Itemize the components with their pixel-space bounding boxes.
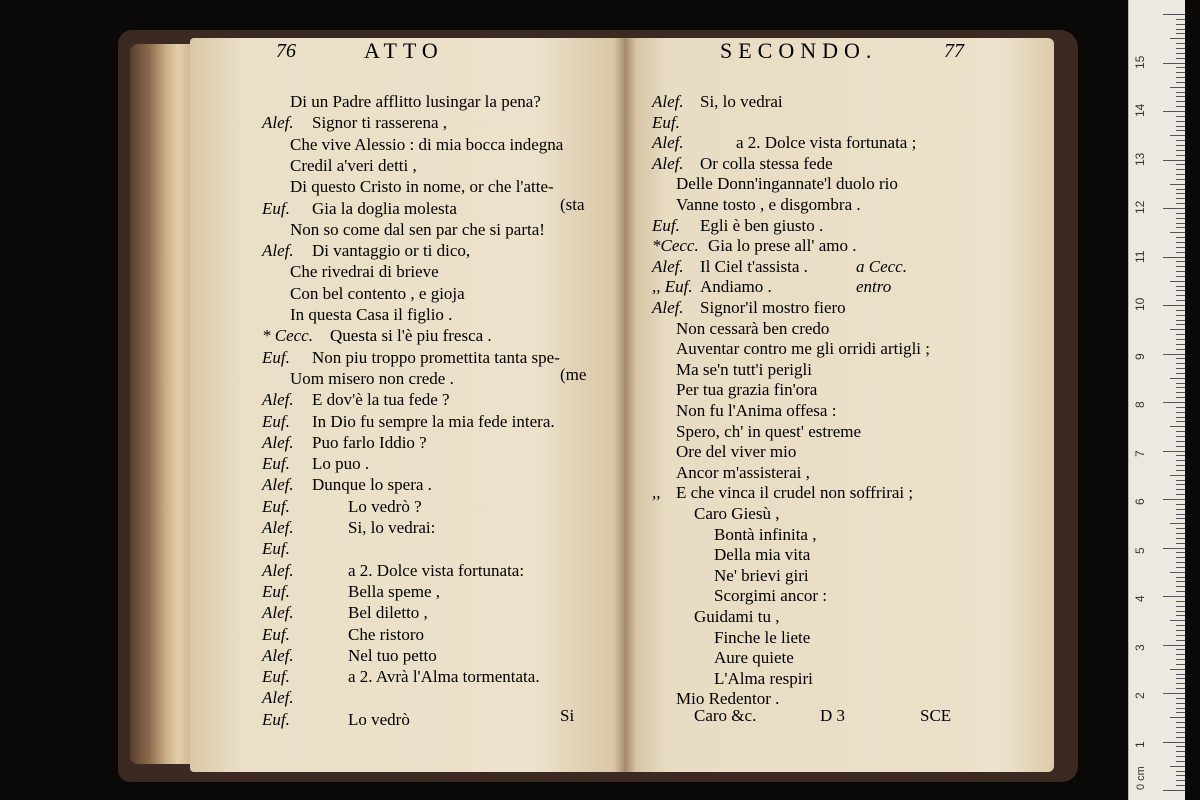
ruler-tick: [1176, 218, 1185, 219]
right-line: Non fu l'Anima offesa :: [676, 401, 837, 420]
right-line: Si, lo vedrai: [700, 92, 783, 111]
ruler-label: 3: [1133, 643, 1147, 651]
ruler-label: 12: [1133, 200, 1147, 214]
ruler-tick: [1176, 368, 1185, 369]
ruler-tick: [1176, 606, 1185, 607]
ruler-tick: [1176, 446, 1185, 447]
ruler-tick: [1176, 145, 1185, 146]
right-speaker: Alef.: [652, 298, 684, 317]
ruler-tick: [1176, 732, 1185, 733]
ruler-tick: [1176, 480, 1185, 481]
ruler-tick: [1176, 431, 1185, 432]
ruler-tick: [1176, 121, 1185, 122]
right-line: Ma se'n tutt'i perigli: [676, 359, 812, 379]
right-line: Or colla stessa fede: [700, 153, 833, 173]
right-speaker: Euf.: [652, 112, 680, 132]
ruler-tick: [1176, 703, 1185, 704]
ruler-tick: [1176, 92, 1185, 93]
left-line: Signor ti rasserena ,: [312, 113, 448, 133]
ruler-tick: [1176, 460, 1185, 461]
left-line: a 2. Avrà l'Alma tormentata.: [348, 667, 540, 687]
right-line: Guidami tu ,: [694, 607, 780, 626]
right-line: a 2. Dolce vista fortunata ;: [736, 133, 917, 153]
ruler-tick: [1176, 334, 1185, 335]
right-line: Vanne tosto , e disgombra .: [676, 195, 861, 214]
ruler-tick: [1176, 441, 1185, 442]
ruler-tick: [1163, 548, 1185, 549]
left-page-number: 76: [276, 40, 296, 62]
footer-catch: Caro &c.: [694, 706, 757, 725]
ruler-tick: [1176, 82, 1185, 83]
ruler-tick: [1176, 96, 1185, 97]
left-line: Credil a'veri detti ,: [290, 155, 417, 175]
right-line: Scorgimi ancor :: [714, 586, 827, 606]
left-speaker: Alef.: [262, 475, 294, 495]
right-line: Signor'il mostro fiero: [700, 298, 846, 317]
ruler-tick: [1176, 189, 1185, 190]
ruler-tick: [1176, 101, 1185, 102]
left-speaker: Alef.: [262, 518, 294, 537]
ruler-tick: [1176, 586, 1185, 587]
right-speaker: ,,: [652, 483, 661, 503]
ruler-tick: [1163, 257, 1185, 258]
ruler-tick: [1176, 780, 1185, 781]
ruler-tick: [1176, 242, 1185, 243]
right-line: Per tua grazia fin'ora: [676, 380, 818, 400]
ruler-tick: [1176, 43, 1185, 44]
ruler-tick: [1170, 232, 1185, 233]
ruler-tick: [1176, 649, 1185, 650]
right-speaker: ,, Euf.: [652, 277, 693, 297]
left-turnover: Si: [560, 705, 575, 725]
left-line: Lo vedrò ?: [348, 496, 422, 516]
ruler-tick: [1176, 261, 1185, 262]
right-line: L'Alma respiri: [714, 668, 813, 688]
ruler-tick: [1163, 402, 1185, 403]
ruler-tick: [1176, 737, 1185, 738]
ruler-tick: [1176, 383, 1185, 384]
ruler-tick: [1176, 577, 1185, 578]
ruler-tick: [1176, 126, 1185, 127]
ruler-tick: [1176, 237, 1185, 238]
right-speaker: Alef.: [652, 256, 684, 276]
ruler-tick: [1176, 179, 1185, 180]
ruler-tick: [1176, 300, 1185, 301]
ruler-tick: [1176, 664, 1185, 665]
ruler-tick: [1163, 208, 1185, 209]
ruler-tick: [1170, 620, 1185, 621]
ruler-tick: [1176, 635, 1185, 636]
right-line: Aure quiete: [714, 648, 794, 668]
left-line: Si, lo vedrai:: [348, 518, 436, 537]
ruler-tick: [1176, 130, 1185, 131]
right-line: Mio Redentor .: [676, 689, 780, 709]
ruler-tick: [1163, 63, 1185, 64]
ruler-tick: [1163, 693, 1185, 694]
ruler-label: 2: [1133, 692, 1147, 699]
ruler-tick: [1176, 678, 1185, 679]
ruler-tick: [1170, 523, 1185, 524]
left-speaker: Alef.: [262, 432, 294, 452]
ruler-tick: [1176, 24, 1185, 25]
left-line: Bella speme ,: [348, 581, 441, 601]
right-line: Non cessarà ben credo: [676, 318, 830, 338]
ruler-tick: [1163, 790, 1185, 791]
ruler-tick: [1176, 567, 1185, 568]
ruler-tick: [1176, 33, 1185, 34]
ruler-tick: [1170, 669, 1185, 670]
left-line: Nel tuo petto: [348, 645, 437, 665]
ruler-tick: [1176, 688, 1185, 689]
right-speaker: Euf.: [652, 215, 680, 235]
ruler-tick: [1176, 315, 1185, 316]
ruler-label: 8: [1133, 401, 1147, 408]
ruler-tick: [1176, 155, 1185, 156]
ruler-tick: [1176, 150, 1185, 151]
ruler-tick: [1176, 698, 1185, 699]
left-speaker: Euf.: [262, 667, 290, 687]
left-speaker: Alef.: [262, 241, 294, 261]
left-line: Dunque lo spera .: [312, 475, 432, 495]
left-speaker: Euf.: [262, 709, 290, 729]
ruler-label: 7: [1133, 449, 1147, 457]
measurement-ruler: [1128, 0, 1185, 800]
ruler-tick: [1176, 722, 1185, 723]
ruler-tick: [1176, 198, 1185, 199]
right-line: Della mia vita: [714, 545, 811, 565]
ruler-tick: [1163, 14, 1185, 15]
ruler-label: 4: [1133, 595, 1147, 602]
ruler-tick: [1176, 271, 1185, 272]
ruler-tick: [1176, 470, 1185, 471]
ruler-tick: [1176, 116, 1185, 117]
ruler-label: 10: [1133, 297, 1147, 311]
ruler-tick: [1176, 533, 1185, 534]
ruler-tick: [1176, 591, 1185, 592]
ruler-tick: [1176, 436, 1185, 437]
left-speaker: Alef.: [262, 390, 294, 410]
ruler-tick: [1176, 708, 1185, 709]
ruler-tick: [1170, 329, 1185, 330]
left-line: Questa si l'è piu fresca .: [330, 326, 492, 346]
right-stage-direction: entro: [856, 277, 892, 297]
right-line: Il Ciel t'assista .: [700, 256, 808, 276]
left-line: Che ristoro: [348, 624, 425, 644]
ruler-tick: [1176, 659, 1185, 660]
ruler-tick: [1176, 785, 1185, 786]
ruler-tick: [1176, 169, 1185, 170]
left-speaker: Alef.: [262, 688, 294, 708]
left-speaker: Alef.: [262, 645, 294, 665]
right-stage-direction: a Cecc.: [856, 256, 907, 276]
left-turnover: (sta: [560, 194, 585, 214]
ruler-tick: [1176, 712, 1185, 713]
ruler-label: 11: [1133, 250, 1147, 263]
ruler-tick: [1176, 223, 1185, 224]
right-line: Bontà infinita ,: [714, 524, 817, 544]
ruler-tick: [1176, 581, 1185, 582]
ruler-tick: [1176, 310, 1185, 311]
ruler-tick: [1176, 203, 1185, 204]
left-speaker: Euf.: [262, 198, 290, 218]
ruler-tick: [1176, 421, 1185, 422]
ruler-tick: [1176, 601, 1185, 602]
ruler-label: 15: [1133, 55, 1147, 69]
ruler-tick: [1176, 247, 1185, 248]
ruler-tick: [1176, 518, 1185, 519]
right-line: Auventar contro me gli orridi artigli ;: [676, 339, 930, 359]
left-line: Di un Padre afflitto lusingar la pena?: [290, 92, 541, 111]
ruler-tick: [1176, 751, 1185, 752]
left-speaker: Euf.: [262, 454, 290, 474]
ruler-tick: [1163, 160, 1185, 161]
ruler-tick: [1176, 290, 1185, 291]
ruler-tick: [1176, 392, 1185, 393]
ruler-tick: [1176, 615, 1185, 616]
ruler-label: 9: [1133, 352, 1147, 360]
left-line: Di vantaggio or ti dico,: [312, 241, 471, 261]
ruler-unit: 0 cm: [1135, 766, 1147, 790]
ruler-tick: [1176, 771, 1185, 772]
ruler-tick: [1176, 465, 1185, 466]
ruler-tick: [1163, 645, 1185, 646]
page-edges: [130, 44, 194, 764]
left-speaker: Euf.: [262, 496, 290, 516]
ruler-tick: [1176, 53, 1185, 54]
ruler-tick: [1176, 276, 1185, 277]
ruler-tick: [1176, 562, 1185, 563]
ruler-tick: [1176, 494, 1185, 495]
left-line: Che vive Alessio : di mia bocca indegna: [290, 134, 564, 154]
ruler-tick: [1176, 320, 1185, 321]
ruler-tick: [1170, 475, 1185, 476]
ruler-label: 13: [1133, 152, 1147, 166]
left-line: E dov'è la tua fede ?: [312, 390, 450, 410]
right-speaker: Alef.: [652, 92, 684, 111]
ruler-tick: [1176, 286, 1185, 287]
left-line: Gia la doglia molesta: [312, 198, 457, 218]
left-line: Bel diletto ,: [348, 603, 428, 623]
ruler-tick: [1176, 746, 1185, 747]
ruler-tick: [1163, 451, 1185, 452]
left-line: Puo farlo Iddio ?: [312, 432, 427, 452]
ruler-tick: [1170, 717, 1185, 718]
ruler-tick: [1176, 213, 1185, 214]
ruler-tick: [1176, 140, 1185, 141]
ruler-tick: [1163, 499, 1185, 500]
left-speaker: Alef.: [262, 603, 294, 623]
right-speaker: Alef.: [652, 133, 684, 153]
ruler-tick: [1176, 164, 1185, 165]
left-line: Non piu troppo promettita tanta spe-: [312, 347, 560, 367]
ruler-tick: [1163, 305, 1185, 306]
left-speaker: Euf.: [262, 539, 290, 559]
ruler-tick: [1176, 683, 1185, 684]
right-line: Delle Donn'ingannate'l duolo rio: [676, 174, 898, 194]
ruler-tick: [1176, 19, 1185, 20]
right-line: Ancor m'assisterai ,: [676, 462, 810, 482]
left-speaker: Alef.: [262, 113, 294, 133]
right-line: Caro Giesù ,: [694, 504, 780, 523]
ruler-tick: [1176, 227, 1185, 228]
ruler-tick: [1176, 193, 1185, 194]
ruler-tick: [1176, 412, 1185, 413]
ruler-tick: [1176, 625, 1185, 626]
footer-catchword: SCE: [920, 706, 952, 725]
ruler-tick: [1176, 295, 1185, 296]
ruler-tick: [1176, 363, 1185, 364]
right-line: Ore del viver mio: [676, 442, 797, 462]
ruler-tick: [1176, 504, 1185, 505]
left-speaker: * Cecc.: [262, 326, 313, 346]
right-line: Andiamo .: [700, 277, 772, 297]
right-running-head: SECONDO.: [720, 38, 878, 63]
right-page-number: 77: [944, 40, 964, 62]
ruler-tick: [1176, 77, 1185, 78]
ruler-tick: [1176, 407, 1185, 408]
ruler-tick: [1170, 87, 1185, 88]
right-line: Gia lo prese all' amo .: [708, 236, 857, 256]
left-line: Non so come dal sen par che si parta!: [290, 219, 545, 239]
ruler-tick: [1176, 48, 1185, 49]
ruler-tick: [1176, 528, 1185, 529]
ruler-tick: [1170, 135, 1185, 136]
ruler-tick: [1176, 373, 1185, 374]
right-line: Ne' brievi giri: [714, 565, 809, 585]
ruler-tick: [1176, 654, 1185, 655]
ruler-tick: [1176, 397, 1185, 398]
right-speaker: Alef.: [652, 153, 684, 173]
ruler-tick: [1170, 38, 1185, 39]
left-line: Lo puo .: [312, 454, 370, 474]
ruler-tick: [1176, 58, 1185, 59]
left-line: Con bel contento , e gioja: [290, 283, 465, 303]
right-speaker: *Cecc.: [652, 236, 699, 256]
ruler-tick: [1176, 761, 1185, 762]
left-speaker: Euf.: [262, 411, 290, 431]
ruler-tick: [1170, 378, 1185, 379]
ruler-tick: [1163, 742, 1185, 743]
ruler-tick: [1163, 111, 1185, 112]
ruler-tick: [1176, 552, 1185, 553]
ruler-tick: [1176, 252, 1185, 253]
ruler-tick: [1176, 611, 1185, 612]
ruler-tick: [1170, 281, 1185, 282]
ruler-tick: [1163, 596, 1185, 597]
left-line: In Dio fu sempre la mia fede intera.: [312, 411, 555, 431]
left-running-head: ATTO: [364, 38, 444, 63]
ruler-tick: [1176, 29, 1185, 30]
ruler-tick: [1170, 184, 1185, 185]
ruler-tick: [1176, 514, 1185, 515]
ruler-tick: [1176, 630, 1185, 631]
ruler-tick: [1170, 426, 1185, 427]
right-line: Spero, ch' in quest' estreme: [676, 421, 862, 441]
ruler-tick: [1176, 106, 1185, 107]
ruler-tick: [1176, 640, 1185, 641]
ruler-label: 1: [1133, 740, 1147, 748]
ruler-tick: [1176, 538, 1185, 539]
left-line: Lo vedrò: [348, 709, 410, 729]
book-gutter: [614, 38, 636, 772]
ruler-tick: [1176, 455, 1185, 456]
ruler-tick: [1163, 354, 1185, 355]
ruler-tick: [1176, 387, 1185, 388]
left-speaker: Alef.: [262, 560, 294, 580]
ruler-label: 5: [1133, 546, 1147, 554]
left-line: Uom misero non crede .: [290, 368, 454, 388]
ruler-tick: [1176, 174, 1185, 175]
ruler-tick: [1176, 727, 1185, 728]
left-speaker: Euf.: [262, 581, 290, 601]
right-line: Finche le liete: [714, 627, 811, 647]
ruler-tick: [1170, 572, 1185, 573]
ruler-tick: [1176, 344, 1185, 345]
ruler-tick: [1176, 674, 1185, 675]
ruler-tick: [1176, 358, 1185, 359]
ruler-tick: [1176, 324, 1185, 325]
left-line: Che rivedrai di brieve: [290, 262, 439, 282]
ruler-tick: [1176, 67, 1185, 68]
left-line: In questa Casa il figlio .: [290, 305, 453, 324]
ruler-tick: [1176, 339, 1185, 340]
ruler-tick: [1176, 756, 1185, 757]
left-line: a 2. Dolce vista fortunata:: [348, 560, 525, 580]
left-speaker: Euf.: [262, 347, 290, 367]
ruler-tick: [1176, 349, 1185, 350]
right-line: Egli è ben giusto .: [700, 215, 824, 235]
ruler-label: 6: [1133, 498, 1147, 505]
ruler-tick: [1170, 766, 1185, 767]
ruler-tick: [1176, 484, 1185, 485]
ruler-label: 14: [1133, 103, 1147, 117]
ruler-tick: [1176, 266, 1185, 267]
ruler-tick: [1176, 509, 1185, 510]
ruler-tick: [1176, 489, 1185, 490]
ruler-tick: [1176, 775, 1185, 776]
left-line: Di questo Cristo in nome, or che l'atte-: [290, 177, 554, 197]
footer-signature: D 3: [820, 706, 846, 725]
left-speaker: Euf.: [262, 624, 290, 644]
right-line: E che vinca il crudel non soffrirai ;: [676, 483, 914, 503]
left-turnover: (me: [560, 364, 587, 384]
ruler-tick: [1176, 72, 1185, 73]
ruler-tick: [1176, 417, 1185, 418]
ruler-tick: [1176, 543, 1185, 544]
ruler-tick: [1176, 557, 1185, 558]
